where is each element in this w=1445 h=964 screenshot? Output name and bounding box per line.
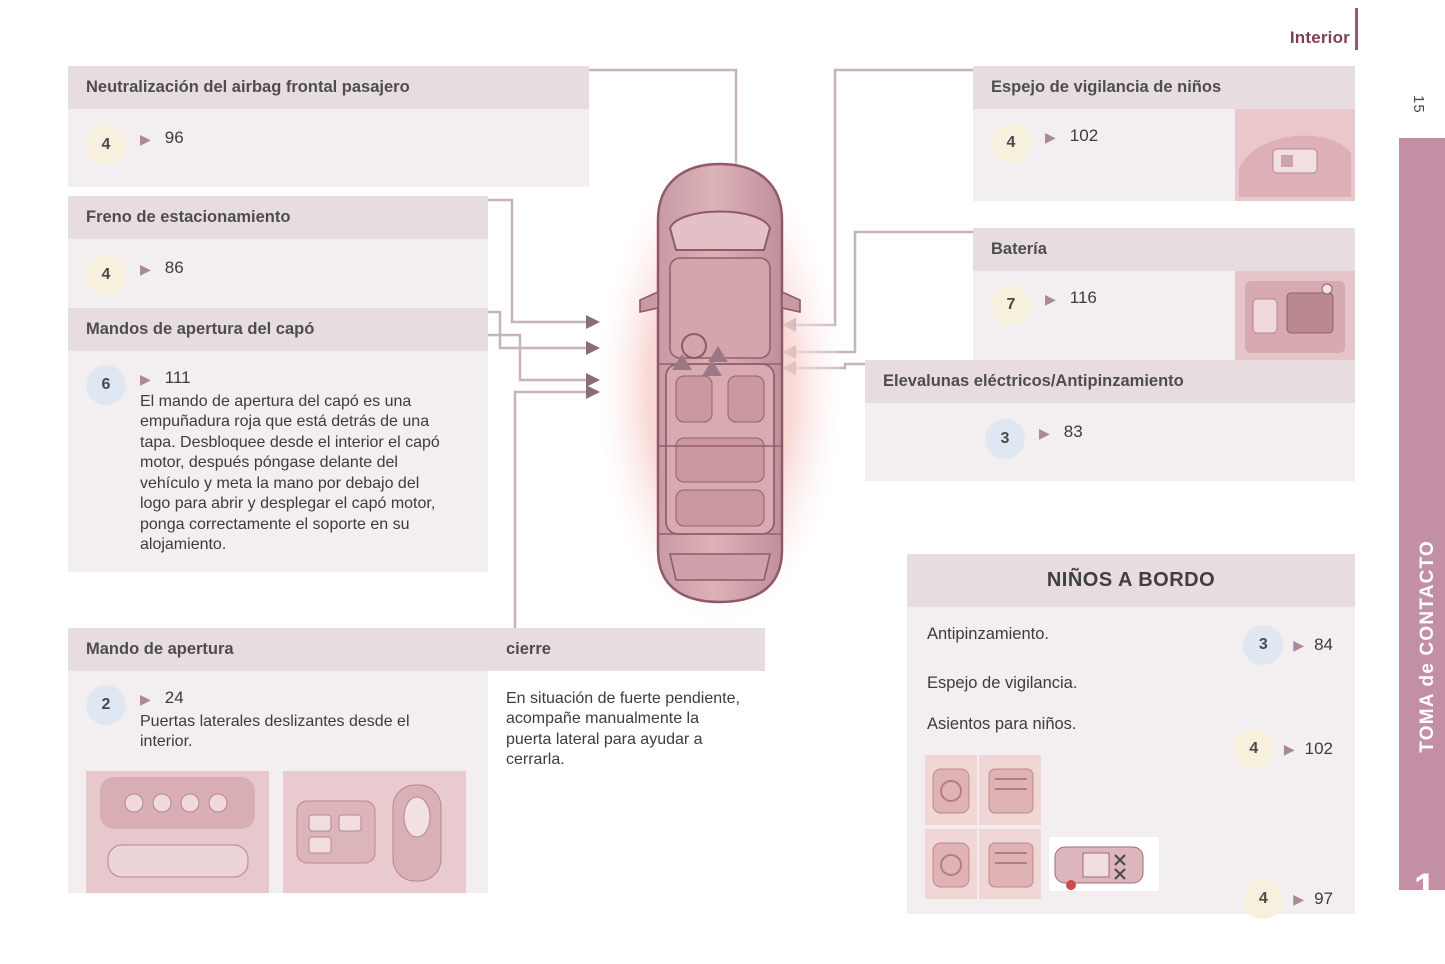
panel-bonnet-release	[68, 308, 488, 572]
page-ref-arrow-icon: ▶	[1045, 129, 1056, 145]
panel-electric-windows-body	[865, 403, 1355, 481]
panel-parking-brake-body	[68, 239, 488, 317]
panel-sliding-door-release	[68, 628, 765, 891]
page-ref-children-mirror: 102	[1304, 739, 1333, 758]
page-ref-children-antipinch: 84	[1314, 635, 1333, 654]
panel-sliding-door-header-row	[68, 628, 765, 671]
panel-parking-brake	[68, 196, 488, 317]
section-side-tab-number: 1	[1413, 866, 1436, 910]
page-ref-children-child-seats: 97	[1314, 889, 1333, 908]
panel-sliding-door-title-left: Mando de apertura	[68, 628, 488, 671]
vehicle-top-view-diagram	[600, 150, 840, 620]
child-surveillance-mirror-photo	[1235, 109, 1355, 201]
page-title: Interior	[1289, 28, 1350, 47]
child-seats-illustrations	[925, 755, 1170, 903]
page-ref-arrow-icon: ▶	[140, 691, 151, 707]
panel-bonnet-release-text: El mando de apertura del capó es una empuñadura roja que está detrás de una tapa. Desbloquee desde el interior el capó motor, después póngase delante del vehículo y meta la mano por debajo del logo para abrir y desplegar el capó motor, ponga correctamente el soporte en su alojamiento.	[140, 393, 440, 554]
page-ref-arrow-icon: ▶	[1283, 740, 1295, 757]
page-ref-arrow-icon: ▶	[140, 371, 151, 387]
panel-sliding-door-title-right: cierre	[488, 628, 765, 671]
panel-children-on-board	[907, 554, 1355, 914]
badge-children-child-seats: 4	[1243, 879, 1283, 919]
panel-children-on-board-title: NIÑOS A BORDO	[907, 554, 1355, 607]
panel-bonnet-release-title: Mandos de apertura del capó	[68, 308, 488, 351]
badge-airbag: 4	[86, 125, 126, 165]
section-side-tab-label: TOMA de CONTACTO	[1417, 540, 1438, 753]
badge-children-antipinch: 3	[1243, 625, 1283, 665]
panel-battery	[973, 228, 1355, 363]
page-ref-arrow-icon: ▶	[140, 261, 151, 277]
panel-child-mirror	[973, 66, 1355, 201]
section-side-tab	[1399, 138, 1445, 890]
badge-electric-windows: 3	[985, 419, 1025, 459]
remote-key-and-door-handle-photo	[283, 771, 466, 893]
panel-sliding-door-right-text: En situación de fuerte pendiente, acompañe manualmente la puerta lateral para ayudar a cerrarla.	[488, 671, 765, 893]
page-ref-airbag: 96	[164, 128, 184, 147]
page-ref-arrow-icon: ▶	[140, 131, 151, 147]
panel-bonnet-release-body	[68, 351, 488, 572]
page-ref-arrow-icon: ▶	[1039, 425, 1050, 441]
badge-child-mirror: 4	[991, 123, 1031, 163]
page-ref-arrow-icon: ▶	[1045, 291, 1056, 307]
page-ref-electric-windows: 83	[1063, 422, 1083, 441]
panel-electric-windows	[865, 360, 1355, 481]
panel-sliding-door-text: Puertas laterales deslizantes desde el interior.	[140, 713, 410, 751]
badge-parking-brake: 4	[86, 255, 126, 295]
panel-electric-windows-title: Elevalunas eléctricos/Antipinzamiento	[865, 360, 1355, 403]
page-ref-bonnet-release: 111	[164, 368, 191, 387]
panel-child-mirror-body	[973, 109, 1355, 201]
page-ref-battery: 116	[1069, 288, 1097, 307]
panel-sliding-door-left-col	[68, 671, 488, 893]
children-ref-antipinch	[1243, 625, 1333, 665]
panel-airbag-neutralization	[68, 66, 589, 187]
panel-battery-body	[973, 271, 1355, 363]
panel-airbag-body	[68, 109, 589, 187]
header-accent-rule	[1355, 8, 1358, 50]
children-line-child-seats: Asientos para niños.	[927, 715, 1077, 733]
panel-sliding-door-thumbnails	[86, 771, 472, 893]
panel-airbag-title: Neutralización del airbag frontal pasajero	[68, 66, 589, 109]
badge-bonnet-release: 6	[86, 365, 126, 405]
children-ref-child-seats	[1243, 879, 1333, 919]
panel-battery-title: Batería	[973, 228, 1355, 271]
page-number: 15	[1410, 95, 1427, 114]
panel-parking-brake-title: Freno de estacionamiento	[68, 196, 488, 239]
interior-mirror-console-photo	[86, 771, 269, 893]
children-line-mirror: Espejo de vigilancia.	[927, 674, 1078, 692]
badge-sliding-door: 2	[86, 685, 126, 725]
battery-compartment-photo	[1235, 271, 1355, 363]
panel-child-mirror-title: Espejo de vigilancia de niños	[973, 66, 1355, 109]
badge-battery: 7	[991, 285, 1031, 325]
page-ref-arrow-icon: ▶	[1293, 636, 1305, 653]
page-ref-sliding-door: 24	[164, 688, 184, 707]
children-line-antipinch: Antipinzamiento.	[927, 625, 1049, 643]
page-ref-arrow-icon: ▶	[1293, 890, 1305, 907]
page-ref-child-mirror: 102	[1069, 126, 1099, 145]
page-ref-parking-brake: 86	[164, 258, 184, 277]
badge-children-mirror: 4	[1234, 729, 1274, 769]
panel-sliding-door-body-row	[68, 671, 765, 893]
panel-children-on-board-body	[907, 607, 1355, 907]
children-ref-mirror	[1234, 729, 1333, 769]
